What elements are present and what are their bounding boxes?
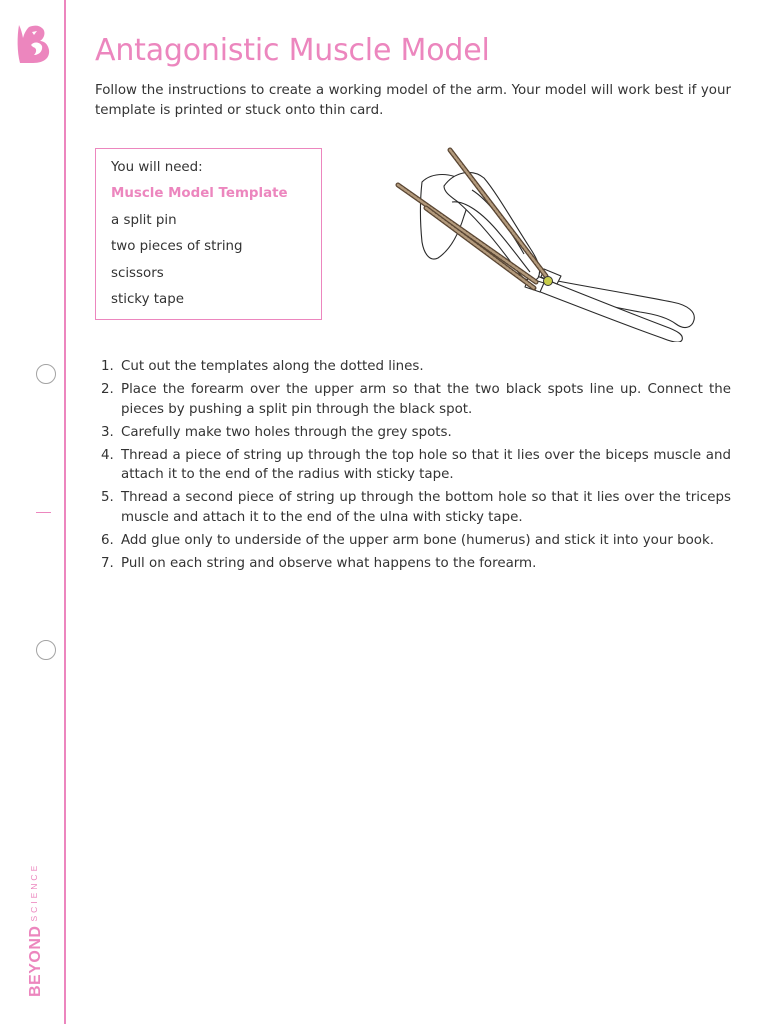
step-text: Thread a piece of string up through the top hole so that it lies over the biceps muscle and attach it to the end of the radius with sticky tape. [121,447,731,482]
brand-sub: SCIENCE [29,862,39,922]
intro-text: Follow the instructions to create a working model of the arm. Your model will work best if your template is printed or stuck onto thin card. [95,83,731,118]
beyond-logo-icon [14,22,52,66]
requirements-box [95,148,322,320]
arm-model-illustration [392,142,702,342]
brand-main: BEYOND [27,925,44,997]
instruction-step [95,380,731,419]
requirement-item: sticky tape [111,291,184,307]
step-number: 2. [101,382,114,397]
requirement-item: scissors [111,265,164,281]
brand-wordmark [27,863,45,997]
step-number: 7. [101,555,114,571]
step-text: Cut out the templates along the dotted lines. [121,359,424,374]
step-number: 5. [101,490,114,505]
instruction-step [95,423,731,443]
fold-mark [36,512,51,513]
page-title: Antagonistic Muscle Model [95,33,490,68]
step-text: Carefully make two holes through the grey spots. [121,424,452,440]
instruction-step [95,531,731,551]
step-number: 4. [101,447,114,463]
step-number: 3. [101,424,114,440]
instruction-list [95,357,731,577]
requirement-item: Muscle Model Template [111,186,288,202]
step-text: Thread a second piece of string up through the bottom hole so that it lies over the triceps muscle and attach it to the end of the ulna with sticky tape. [121,490,731,525]
punch-hole-top [36,364,56,384]
step-text: Pull on each string and observe what happens to the forearm. [121,555,537,571]
margin-line [64,0,66,1024]
requirement-item: a split pin [111,212,177,228]
requirement-item: two pieces of string [111,239,243,255]
step-text: Add glue only to underside of the upper arm bone (humerus) and stick it into your book. [121,532,714,548]
step-number: 6. [101,532,114,548]
requirements-heading: You will need: [111,160,203,175]
instruction-step [95,488,731,527]
punch-hole-bottom [36,640,56,660]
instruction-step [95,357,731,377]
instruction-step [95,554,731,574]
instruction-step [95,446,731,485]
step-number: 1. [101,359,114,374]
step-text: Place the forearm over the upper arm so that the two black spots line up. Connect the pieces by pushing a split pin through the black spot. [121,382,731,417]
